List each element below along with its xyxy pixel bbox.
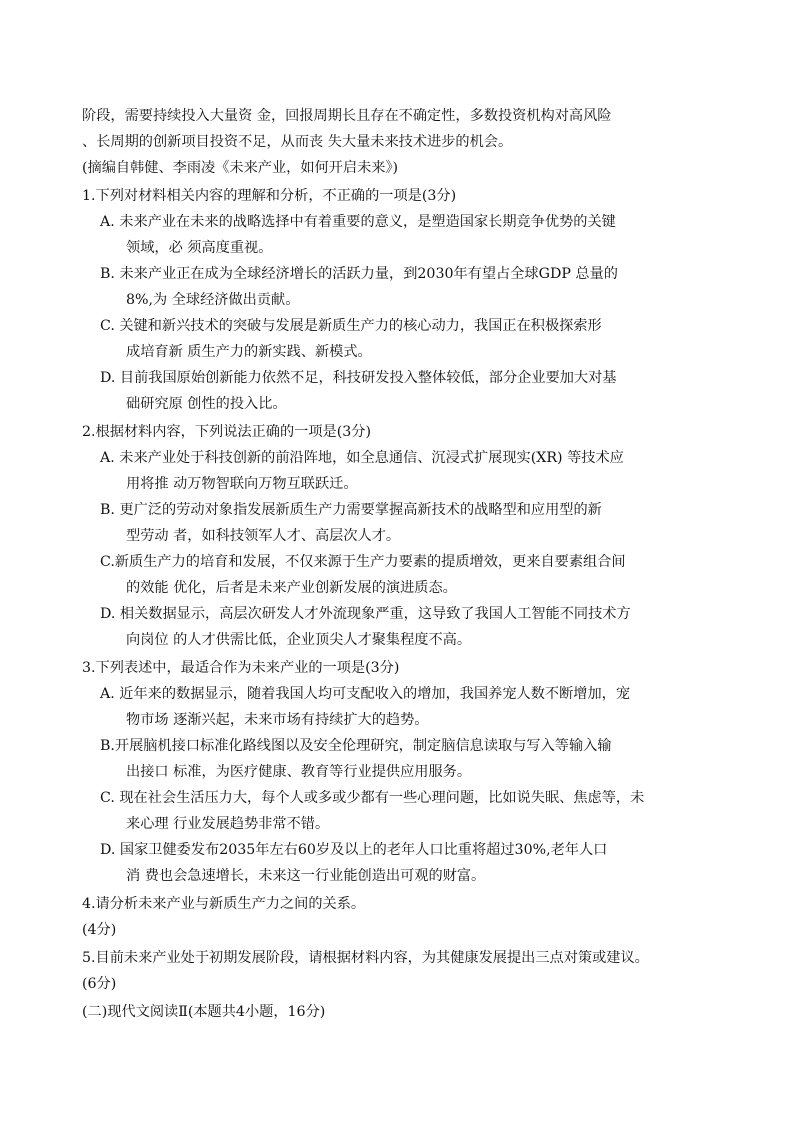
question-stem: 3.下列表述中，最适合作为未来产业的一项是(3分) [82,660,400,676]
question-stem: 1.下列对材料相关内容的理解和分析，不正确的一项是(3分) [82,188,457,204]
question-4-stem: 4.请分析未来产业与新质生产力之间的关系。 [82,896,366,912]
option-d: D. 相关数据显示，高层次研发人才外流现象严重，这导致了我国人工智能不同技术方 向岗位 的人才供需比低，企业顶尖人才聚集程度不高。 [100,606,631,648]
source-citation: (摘编自韩健、李雨凌《未来产业，如何开启未来》) [82,160,399,176]
option-d: D. 目前我国原始创新能力依然不足，科技研发投入整体较低，部分企业要加大对基 础研究原 创性的投入比。 [100,370,617,412]
question-2 [82,419,714,653]
question-5-points: (6分) [82,976,117,992]
option-c: C. 关键和新兴技术的突破与发展是新质生产力的核心动力，我国正在积极探索形 成培育新 质生产力的新实践、新模式。 [100,318,602,360]
question-1 [82,183,714,417]
question-5-stem: 5.目前未来产业处于初期发展阶段，请根据材料内容，为其健康发展提出三点对策或建议。 [82,950,649,966]
option-a: A. 近年来的数据显示，随着我国人均可支配收入的增加，我国养宠人数不断增加，宠 物市场 逐渐兴起，未来市场有持续扩大的趋势。 [100,686,631,728]
option-b: B.开展脑机接口标准化路线图以及安全伦理研究，制定脑信息读取与写入等输入输 出接口 标准，为医疗健康、教育等行业提供应用服务。 [100,738,612,780]
option-b: B. 更广泛的劳动对象指发展新质生产力需要掌握高新技术的战略型和应用型的新 型劳动 者，如科技领军人才、高层次人才。 [100,502,602,544]
section-heading: (二)现代文阅读Ⅱ(本题共4小题，16分) [82,1004,326,1020]
option-c: C. 现在社会生活压力大，每个人或多或少都有一些心理问题，比如说失眠、焦虑等，未 来心理 行业发展趋势非常不错。 [100,790,645,832]
intro-line-2: 、长周期的创新项目投资不足，从而丧 失大量未来技术进步的机会。 [82,134,513,150]
question-4-points: (4分) [82,922,117,938]
question-3 [82,655,714,889]
intro-line-1: 阶段，需要持续投入大量资 金，回报周期长且存在不确定性，多数投资机构对高风险 [82,108,612,124]
exam-page [82,103,714,1025]
option-c: C.新质生产力的培育和发展，不仅来源于生产力要素的提质增效，更来自要素组合间 的效能 优化，后者是未来产业创新发展的演进质态。 [100,554,626,596]
option-a: A. 未来产业处于科技创新的前沿阵地，如全息通信、沉浸式扩展现实(XR) 等技术应 用将推 动万物智联向万物互联跃迁。 [100,450,624,492]
option-b: B. 未来产业正在成为全球经济增长的活跃力量，到2030年有望占全球GDP 总量的 8%,为 全球经济做出贡献。 [100,266,618,308]
question-stem: 2.根据材料内容，下列说法正确的一项是(3分) [82,424,372,440]
option-a: A. 未来产业在未来的战略选择中有着重要的意义，是塑造国家长期竞争优势的关键 领域，必 须高度重视。 [100,214,616,256]
option-d: D. 国家卫健委发布2035年左右60岁及以上的老年人口比重将超过30%,老年人口 消 费也会急速增长，未来这一行业能创造出可观的财富。 [100,842,608,884]
